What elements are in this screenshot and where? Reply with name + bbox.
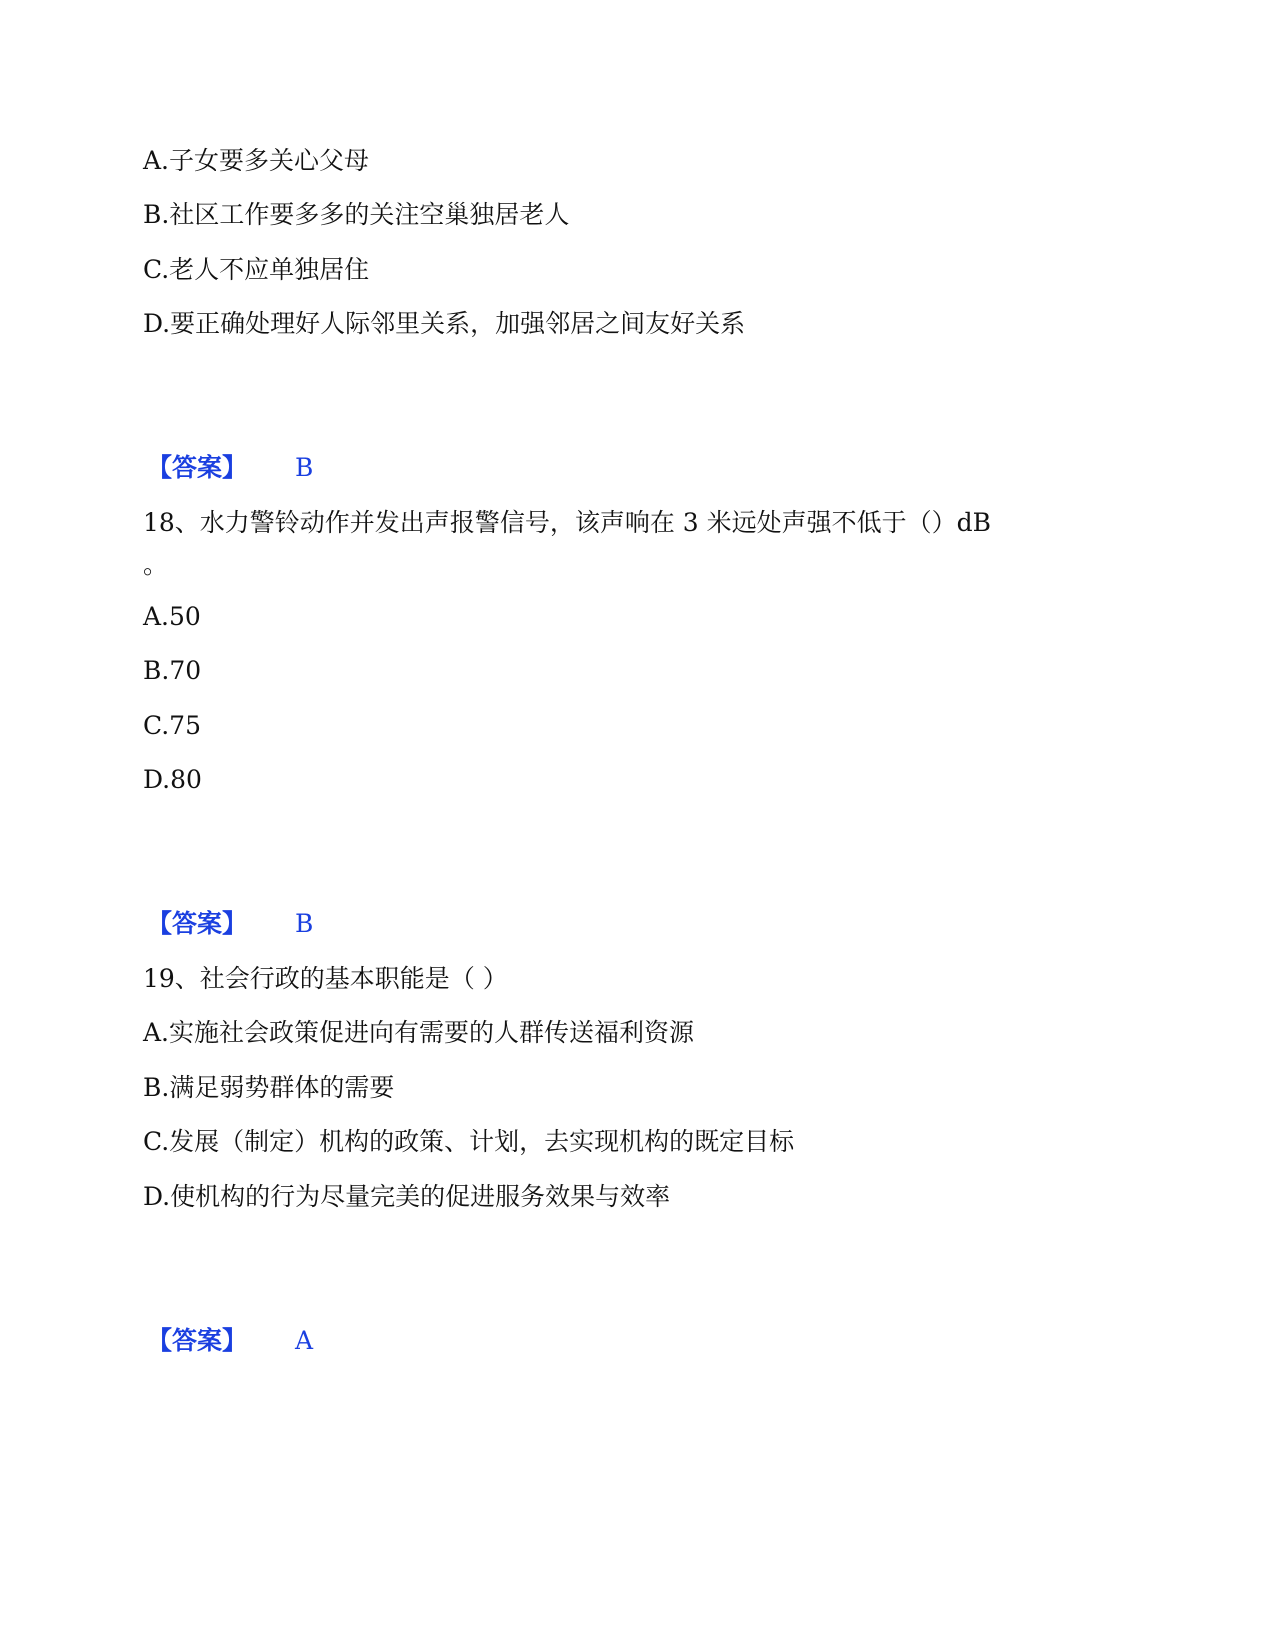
- answer-value: B: [295, 909, 314, 938]
- answer-value: B: [295, 453, 314, 482]
- q18-option-b: B.70: [143, 656, 202, 685]
- q18-option-c: C.75: [143, 711, 201, 740]
- q19-option-c: C.发展（制定）机构的政策、计划，去实现机构的既定目标: [143, 1127, 795, 1156]
- answer-tag: 【答案】: [147, 453, 248, 482]
- q18-stem: 18、水力警铃动作并发出声报警信号，该声响在 3 米远处声强不低于（）dB: [143, 508, 991, 537]
- q19-option-d: D.使机构的行为尽量完美的促进服务效果与效率: [143, 1182, 671, 1211]
- q17-option-a: A.子女要多关心父母: [143, 146, 370, 175]
- q17-option-c: C.老人不应单独居住: [143, 255, 370, 284]
- q18-answer: [147, 907, 313, 941]
- q17-option-b: B.社区工作要多多的关注空巢独居老人: [143, 200, 570, 229]
- answer-tag: 【答案】: [147, 909, 248, 938]
- q18-option-d: D.80: [143, 765, 202, 794]
- answer-value: A: [295, 1326, 314, 1355]
- q18-stem-continuation: 。: [143, 550, 169, 579]
- q18-option-a: A.50: [143, 602, 201, 631]
- q19-stem: 19、社会行政的基本职能是（ ）: [143, 964, 508, 993]
- q19-option-b: B.满足弱势群体的需要: [143, 1073, 395, 1102]
- answer-tag: 【答案】: [147, 1326, 248, 1355]
- q19-option-a: A.实施社会政策促进向有需要的人群传送福利资源: [143, 1018, 695, 1047]
- q17-option-d: D.要正确处理好人际邻里关系，加强邻居之间友好关系: [143, 309, 746, 338]
- q17-answer: [147, 451, 313, 485]
- q19-answer: [147, 1324, 313, 1358]
